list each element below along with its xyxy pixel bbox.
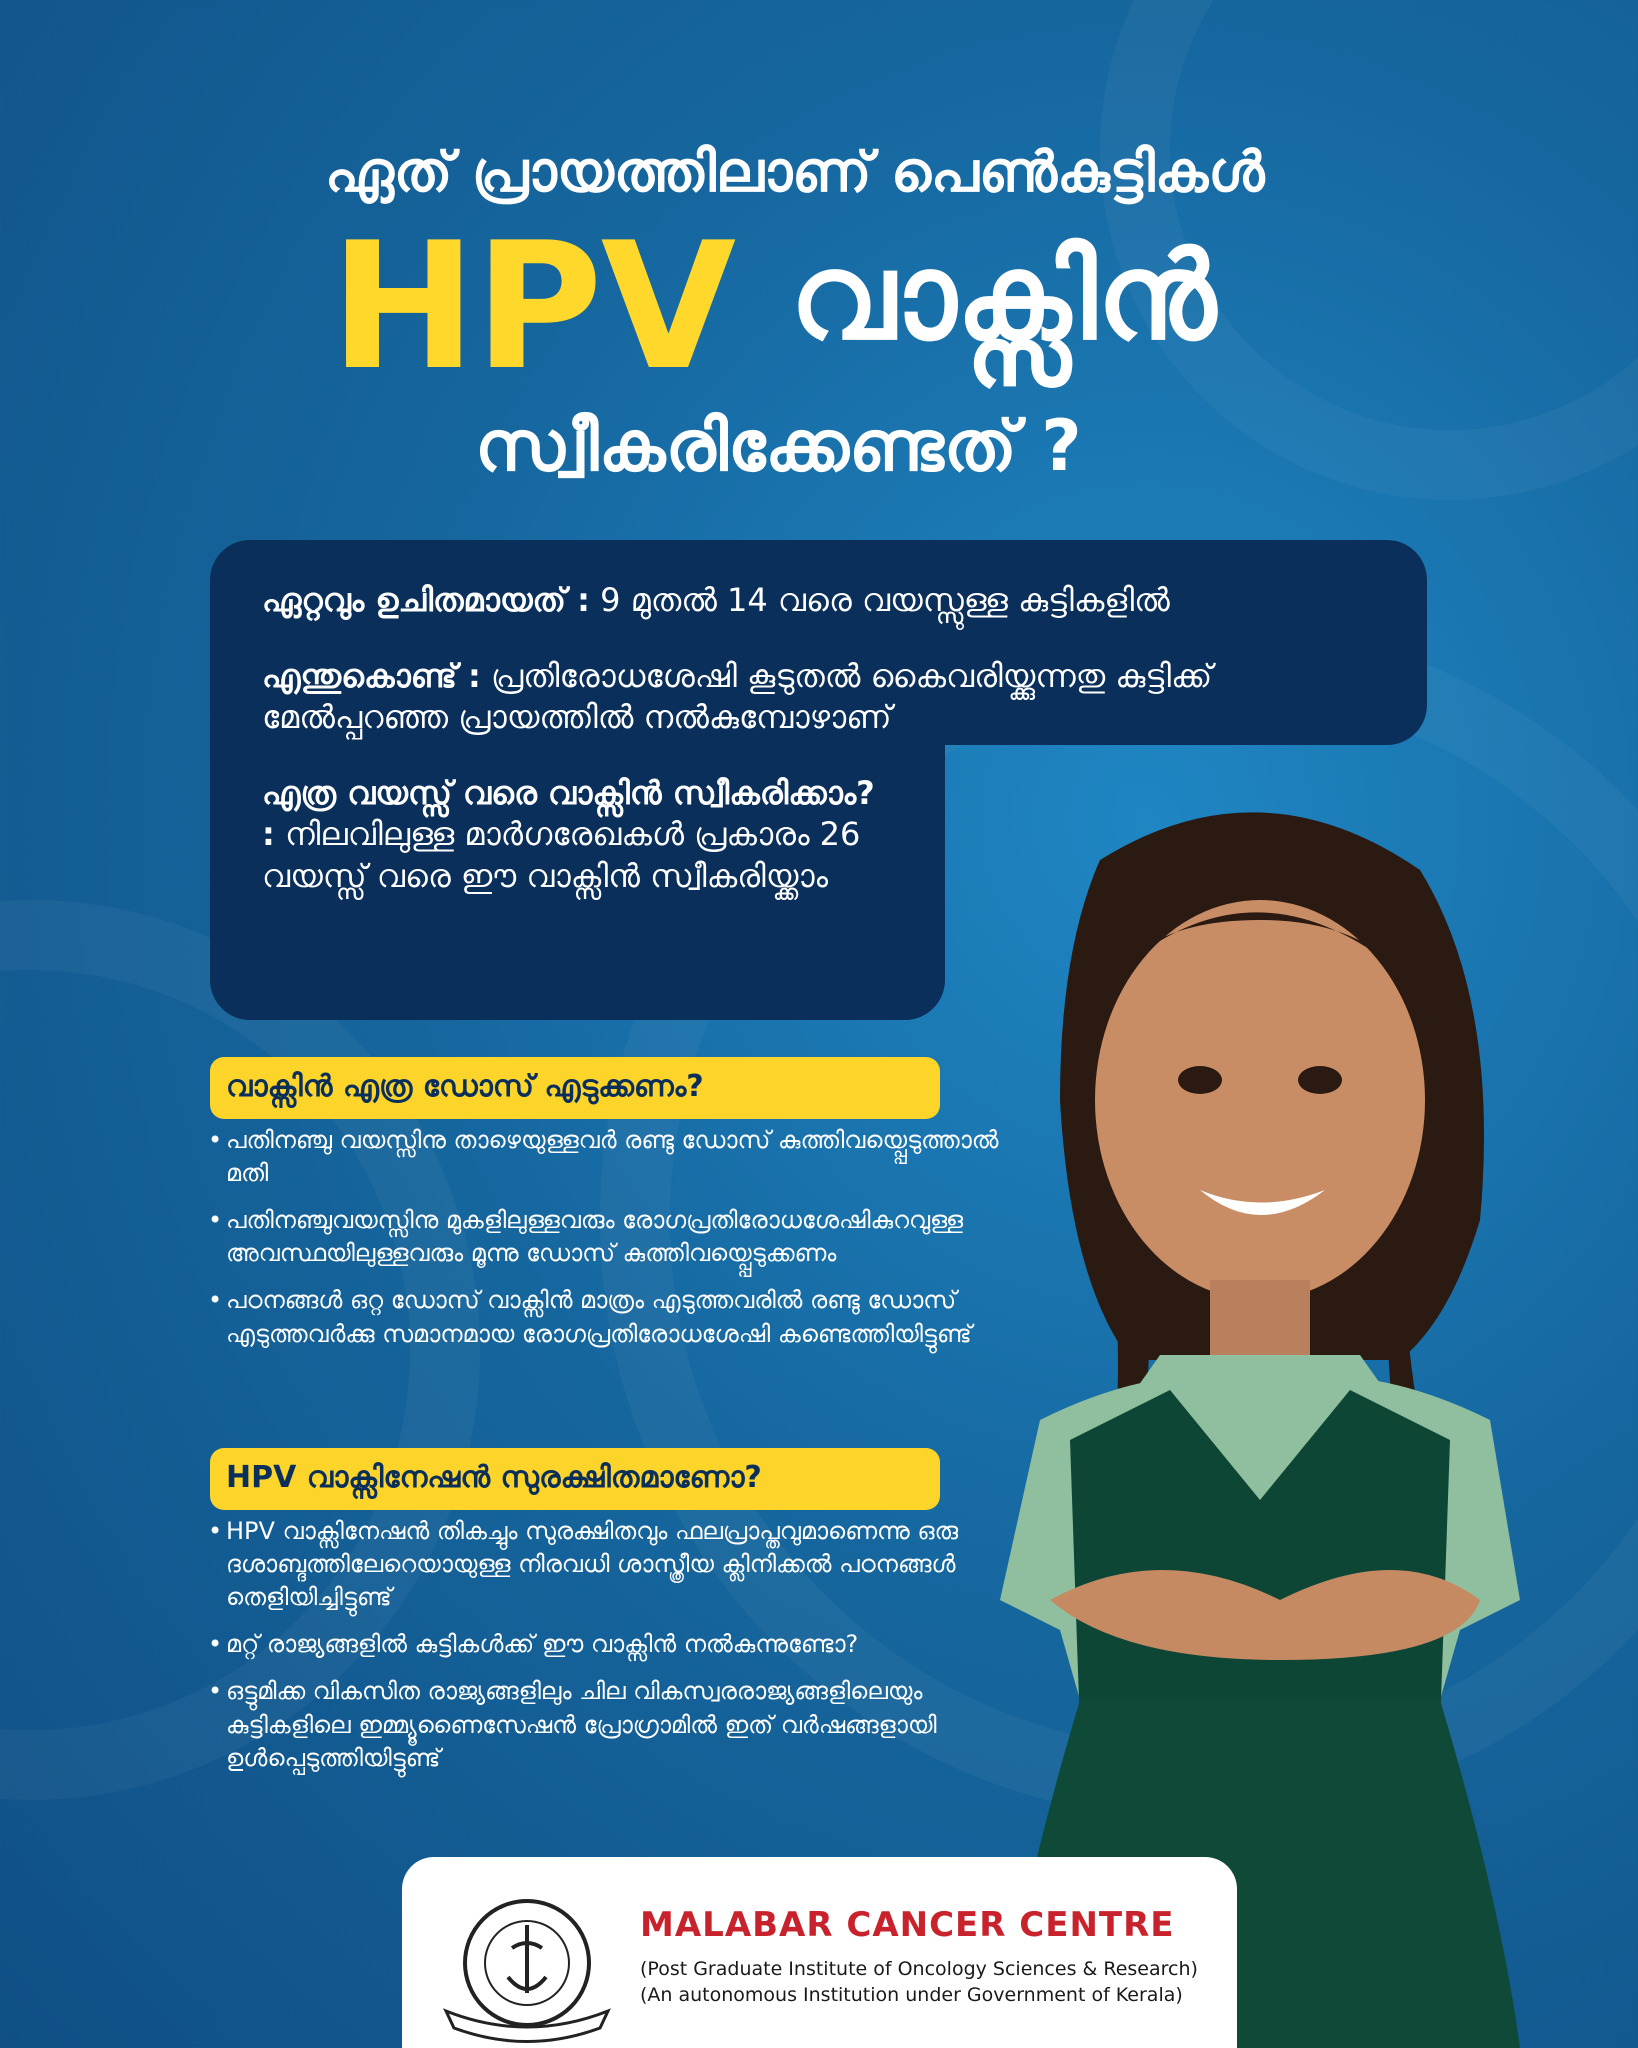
info-why-text: പ്രതിരോധശേഷി കൂടുതൽ കൈവരിയ്ക്കുന്നതു കുട്ടിക്ക് മേൽപ്പറഞ്ഞ പ്രായത്തിൽ നൽകുമ്പോഴാണ് (262, 656, 1213, 737)
info-why-label: എന്തുകൊണ്ട് : (262, 656, 481, 695)
list-item: • HPV വാക്സിനേഷൻ തികച്ചും സുരക്ഷിതവും ഫലപ്രാപ്തവുമാണെന്നു ഒരു ദശാബ്ദത്തിലേറെയായുള്ള നിരവധി ശാസ്ത്രീയ ക്ലിനിക്കൽ പഠനങ്ങൾ തെളിയിച്ചിട്ടുണ്ട് (208, 1515, 1028, 1614)
seal-logo (442, 1893, 612, 2043)
org-subtitle-line1: (Post Graduate Institute of Oncology Sciences & Research) (640, 1958, 1198, 1980)
org-subtitle (640, 1957, 1198, 2008)
info-why (262, 656, 1402, 739)
headline-line3: സ്വീകരിക്കേണ്ടത് ? (475, 405, 1082, 487)
headline-line1: ഏത് പ്രായത്തിലാണ് പെൺകുട്ടികൾ (325, 140, 1265, 205)
footer (402, 1857, 1237, 2048)
safety-list (208, 1515, 1028, 1789)
doses-heading: വാക്സിൻ എത്ര ഡോസ് എടുക്കണം? (210, 1057, 940, 1119)
list-item: • മറ്റ് രാജ്യങ്ങളിൽ കുട്ടികൾക്ക് ഈ വാക്സിൻ നൽകുന്നുണ്ടോ? (208, 1628, 1028, 1661)
list-item: • പഠനങ്ങൾ ഒറ്റ ഡോസ് വാക്സിൻ മാത്രം എടുത്തവരിൽ രണ്ടു ഡോസ് എടുത്തവർക്കു സമാനമായ രോഗപ്രതിരോധശേഷി കണ്ടെത്തിയിട്ടുണ്ട് (208, 1284, 1028, 1350)
org-name: MALABAR CANCER CENTRE (640, 1905, 1175, 1945)
info-upto-text: നിലവിലുള്ള മാർഗരേഖകൾ പ്രകാരം 26 വയസ്സ് വരെ ഈ വാക്സിൻ സ്വീകരിയ്ക്കാം (262, 815, 861, 895)
info-upto-label: എത്ര വയസ്സ് വരെ വാക്സിൻ സ്വീകരിക്കാം? : (262, 773, 875, 854)
list-item: • പതിനഞ്ചു വയസ്സിനു താഴെയുള്ളവർ രണ്ടു ഡോസ് കുത്തിവയ്പ്പെടുത്താൽ മതി (208, 1124, 1028, 1190)
headline-hpv: HPV (330, 206, 735, 409)
info-ideal (262, 580, 1412, 622)
doses-list (208, 1124, 1028, 1365)
org-subtitle-line2: (An autonomous Institution under Government of Kerala) (640, 1983, 1183, 2006)
safety-heading: HPV വാക്സിനേഷൻ സുരക്ഷിതമാണോ? (210, 1448, 940, 1510)
info-ideal-label: ഏറ്റവും ഉചിതമായത് : (262, 581, 590, 619)
headline-vaccine: വാക്സിൻ (790, 228, 1216, 367)
info-upto (262, 773, 892, 898)
info-ideal-text: 9 മുതൽ 14 വരെ വയസ്സുള്ള കുട്ടികളിൽ (589, 581, 1170, 619)
list-item: • പതിനഞ്ചുവയസ്സിനു മുകളിലുള്ളവരും രോഗപ്രതിരോധശേഷികുറവുള്ള അവസ്ഥയിലുള്ളവരും മൂന്നു ഡോസ് കുത്തിവയ്പ്പെടുക്കണം (208, 1204, 1028, 1270)
list-item: • ഒട്ടുമിക്ക വികസിത രാജ്യങ്ങളിലും ചില വികസ്വരരാജ്യങ്ങളിലെയും കുട്ടികളിലെ ഇമ്മ്യൂണൈസേഷൻ പ്രോഗ്രാമിൽ ഇത് വർഷങ്ങളായി ഉൾപ്പെടുത്തിയിട്ടുണ്ട് (208, 1675, 1028, 1774)
